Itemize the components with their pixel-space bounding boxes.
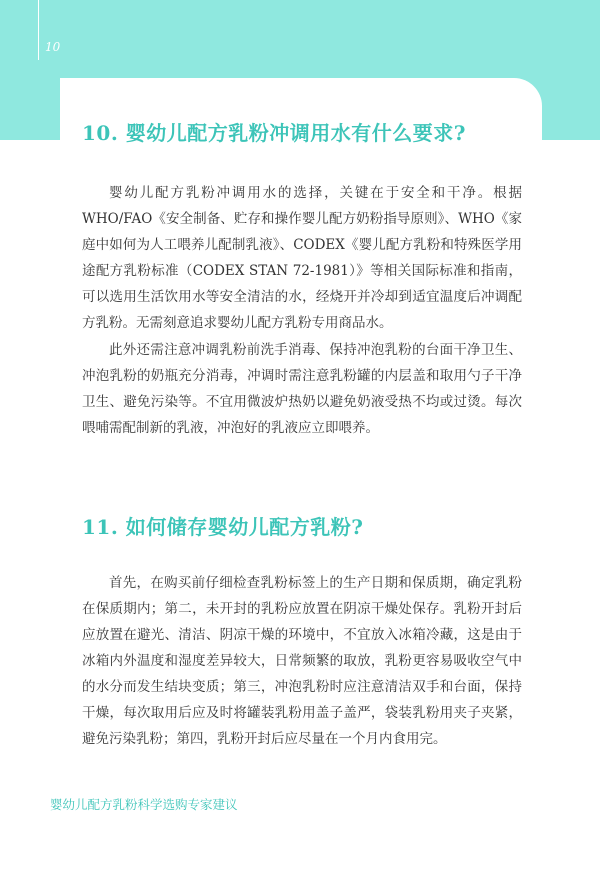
section-10-paragraph-2: 此外还需注意冲调乳粉前洗手消毒、保持冲泡乳粉的台面干净卫生、冲泡乳粉的奶瓶充分消毒，冲调时需注意乳粉罐的内层盖和取用勺子干净卫生、避免污染等。不宜用微波炉热奶以避免奶液受热不均或过烫。每次喂哺需配制新的乳液，冲泡好的乳液应立即喂养。 <box>82 342 522 436</box>
page-divider-line <box>38 0 39 60</box>
section-title-10: 10. 婴幼儿配方乳粉冲调用水有什么要求? <box>82 121 466 145</box>
section-11-paragraph-1: 首先，在购买前仔细检查乳粉标签上的生产日期和保质期，确定乳粉在保质期内；第二，未开封的乳粉应放置在阴凉干燥处保存。乳粉开封后应放置在避光、清洁、阴凉干燥的环境中，不宜放入冰箱冷藏，这是由于冰箱内外温度和湿度差异较大，日常频繁的取放，乳粉更容易吸收空气中的水分而发生结块变质；第三，冲泡乳粉时应注意清洁双手和台面，保持干燥，每次取用后应及时将罐装乳粉用盖子盖严，袋装乳粉用夹子夹紧，避免污染乳粉；第四，乳粉开封后应尽量在一个月内食用完。 <box>82 575 522 747</box>
page-number: 10 <box>45 40 61 54</box>
section-10-paragraph-1: 婴幼儿配方乳粉冲调用水的选择，关键在于安全和干净。根据WHO/FAO《安全制备、贮存和操作婴儿配方奶粉指导原则》、WHO《家庭中如何为人工喂养儿配制乳液》、CODEX《婴儿配方乳粉和特殊医学用途配方乳粉标准（CODEX STAN 72-1981）》等相关国际标准和指南，可以选用生活饮用水等安全清洁的水，经烧开并冷却到适宜温度后冲调配方乳粉。无需刻意追求婴幼儿配方乳粉专用商品水。 <box>82 185 522 331</box>
footer-text: 婴幼儿配方乳粉科学选购专家建议 <box>50 797 238 812</box>
section-title-11: 11. 如何储存婴幼儿配方乳粉? <box>82 515 364 539</box>
